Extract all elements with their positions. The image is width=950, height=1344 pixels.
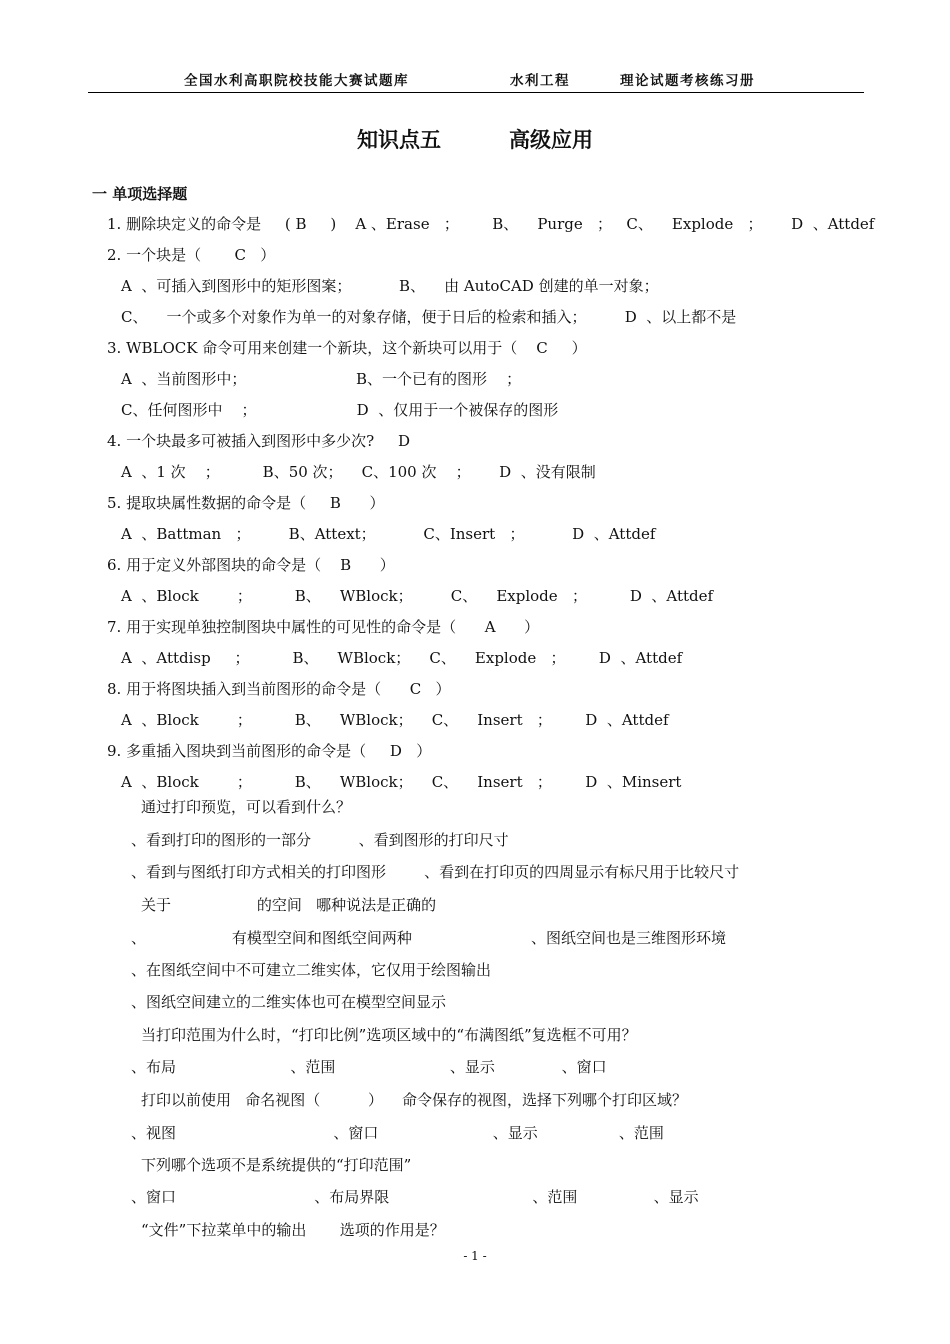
header-book-title: 理论试题考核练习册 xyxy=(620,73,755,89)
title-knowledge-point: 知识点五 xyxy=(357,128,441,152)
question-6: 6. 用于定义外部图块的命令是（ B ） xyxy=(107,556,395,574)
question-14: 下列哪个选项不是系统提供的“打印范围” xyxy=(141,1156,412,1174)
question-9-options: A 、Block ； B、 WBlock； C、 Insert ； D 、Minsert xyxy=(121,773,682,791)
question-2-options-ab: A 、可插入到图形中的矩形图案； B、 由 AutoCAD 创建的单一对象； xyxy=(121,277,659,295)
question-12: 当打印范围为什么时，“打印比例”选项区域中的“布满图纸”复选框不可用？ xyxy=(141,1026,637,1044)
question-7-options: A 、Attdisp ； B、 WBlock； C、 Explode ； D 、Attdef xyxy=(121,649,683,667)
question-2-options-cd: C、 一个或多个对象作为单一的对象存储，便于日后的检索和插入； D 、以上都不是 xyxy=(121,308,737,326)
question-11-option-d: 、图纸空间建立的二维实体也可在模型空间显示 xyxy=(131,993,447,1011)
question-15: “文件”下拉菜单中的输出 选项的作用是？ xyxy=(141,1221,445,1239)
question-9: 9. 多重插入图块到当前图形的命令是（ D ） xyxy=(107,742,432,760)
question-10: 通过打印预览，可以看到什么？ xyxy=(141,798,352,816)
question-3: 3. WBLOCK 命令可用来创建一个新块，这个新块可以用于（ C ） xyxy=(107,339,587,357)
page-number: - 1 - xyxy=(463,1249,487,1263)
header-collection-title: 全国水利高职院校技能大赛试题库 xyxy=(184,73,409,89)
question-8-options: A 、Block ； B、 WBlock； C、 Insert ； D 、Attdef xyxy=(121,711,669,729)
question-11-options-ab: 、 有模型空间和图纸空间两种 、图纸空间也是三维图形环境 xyxy=(131,929,727,947)
question-4: 4. 一个块最多可被插入到图形中多少次? D xyxy=(107,432,410,450)
question-13: 打印以前使用 命名视图（ ） 命令保存的视图，选择下列哪个打印区域？ xyxy=(141,1091,688,1109)
header-subject: 水利工程 xyxy=(510,73,570,89)
question-5: 5. 提取块属性数据的命令是（ B ） xyxy=(107,494,385,512)
question-10-options-cd: 、看到与图纸打印方式相关的打印图形 、看到在打印页的四周显示有标尺用于比较尺寸 xyxy=(131,863,740,881)
question-3-options-cd: C、任何图形中 ； D 、仅用于一个被保存的图形 xyxy=(121,401,559,419)
section-heading: 一 单项选择题 xyxy=(92,185,188,203)
question-3-options-ab: A 、当前图形中； B、一个已有的图形 ； xyxy=(121,370,522,388)
question-6-options: A 、Block ； B、 WBlock； C、 Explode ； D 、Attdef xyxy=(121,587,714,605)
question-5-options: A 、Battman ； B、Attext； C、Insert ； D 、Attdef xyxy=(121,525,656,543)
question-10-options-ab: 、看到打印的图形的一部分 、看到图形的打印尺寸 xyxy=(131,831,509,849)
question-12-options: 、布局 、范围 、显示 、窗口 xyxy=(131,1058,607,1076)
title-topic: 高级应用 xyxy=(509,128,593,152)
question-2: 2. 一个块是（ C ） xyxy=(107,246,276,264)
running-header xyxy=(88,66,864,93)
question-7: 7. 用于实现单独控制图块中属性的可见性的命令是（ A ） xyxy=(107,618,540,636)
page-title xyxy=(0,124,950,154)
question-4-options: A 、1 次 ； B、50 次； C、100 次 ； D 、没有限制 xyxy=(121,463,596,481)
question-11-option-c: 、在图纸空间中不可建立二维实体，它仅用于绘图输出 xyxy=(131,961,492,979)
question-11: 关于 的空间 哪种说法是正确的 xyxy=(141,896,437,914)
question-8: 8. 用于将图块插入到当前图形的命令是（ C ） xyxy=(107,680,451,698)
question-14-options: 、窗口 、布局界限 、范围 、显示 xyxy=(131,1188,699,1206)
question-13-options: 、视图 、窗口 、显示 、范围 xyxy=(131,1124,664,1142)
question-1: 1. 删除块定义的命令是 ( B ) A 、Erase ； B、 Purge ； C、 Explode ； D 、Attdef xyxy=(107,215,875,233)
